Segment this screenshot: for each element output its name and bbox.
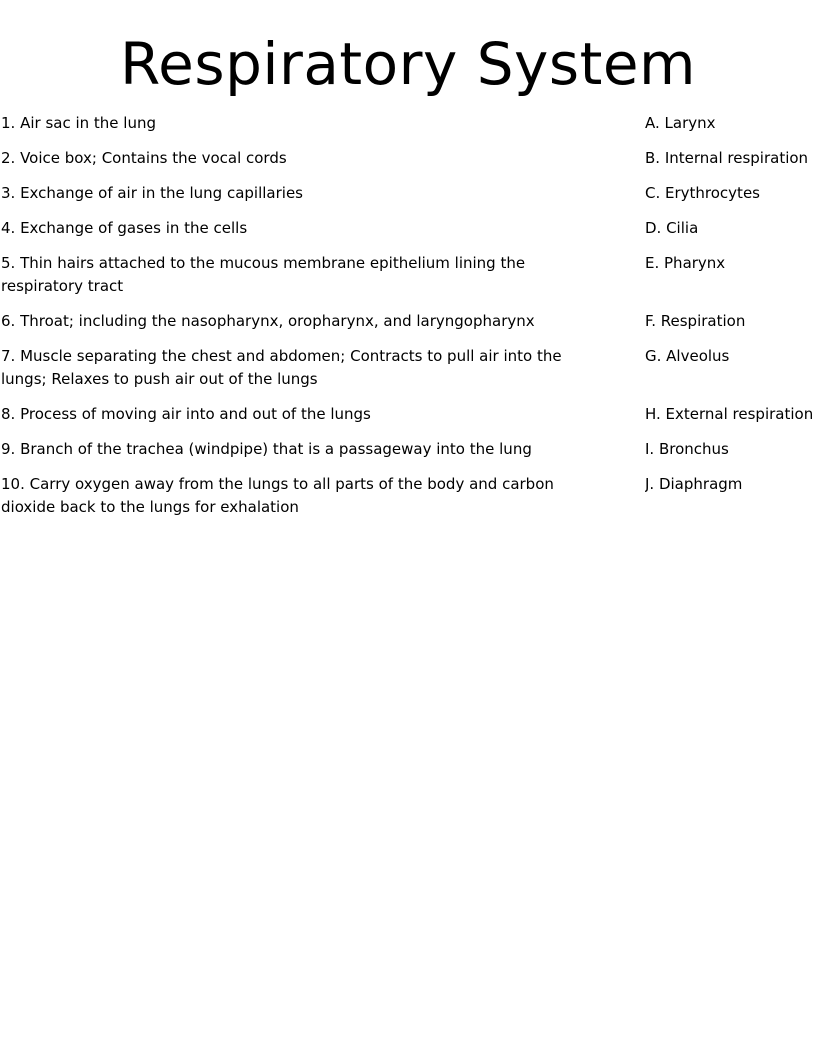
question-text: 4. Exchange of gases in the cells — [1, 219, 248, 237]
matching-row — [0, 217, 816, 240]
matching-row — [0, 438, 816, 461]
answer-option: E. Pharynx — [645, 254, 726, 272]
answer-option: F. Respiration — [645, 312, 746, 330]
question-text: 9. Branch of the trachea (windpipe) that is a passageway into the lung — [1, 440, 532, 458]
question-text: 8. Process of moving air into and out of the lungs — [1, 405, 371, 423]
question-text: 10. Carry oxygen away from the lungs to all parts of the body and carbon dioxide back to the lungs for exhalation — [1, 475, 554, 516]
question-text: 2. Voice box; Contains the vocal cords — [1, 149, 287, 167]
question-text: 6. Throat; including the nasopharynx, oropharynx, and laryngopharynx — [1, 312, 535, 330]
answer-option: J. Diaphragm — [645, 475, 743, 493]
question-text: 5. Thin hairs attached to the mucous membrane epithelium lining the respiratory tract — [1, 254, 526, 295]
matching-row — [0, 252, 816, 298]
matching-row — [0, 147, 816, 170]
question-text: 7. Muscle separating the chest and abdomen; Contracts to pull air into the lungs; Relaxes to push air out of the lungs — [1, 347, 562, 388]
matching-row — [0, 345, 816, 391]
answer-option: C. Erythrocytes — [645, 184, 760, 202]
question-text: 1. Air sac in the lung — [1, 114, 156, 132]
question-text: 3. Exchange of air in the lung capillaries — [1, 184, 303, 202]
answer-option: B. Internal respiration — [645, 149, 809, 167]
answer-option: D. Cilia — [645, 219, 699, 237]
answer-option: A. Larynx — [645, 114, 716, 132]
matching-row — [0, 182, 816, 205]
answer-option: G. Alveolus — [645, 347, 730, 365]
matching-row — [0, 473, 816, 519]
answer-option: H. External respiration — [645, 405, 814, 423]
answer-option: I. Bronchus — [645, 440, 729, 458]
matching-row — [0, 112, 816, 135]
matching-row — [0, 310, 816, 333]
page-title: Respiratory System — [119, 30, 697, 98]
matching-list — [0, 112, 816, 531]
matching-row — [0, 403, 816, 426]
